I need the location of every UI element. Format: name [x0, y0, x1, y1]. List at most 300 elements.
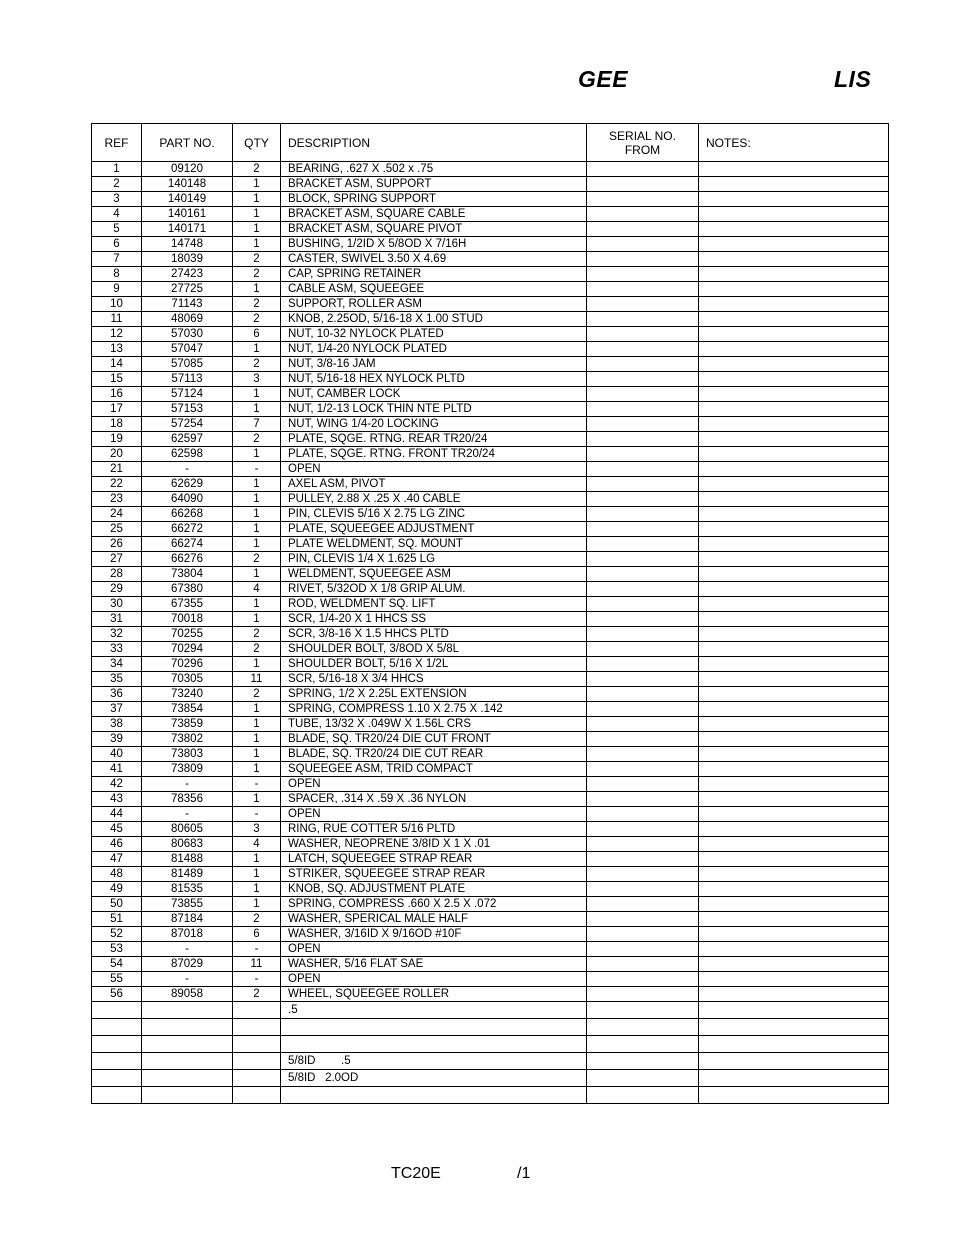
ref-cell: 44 [92, 807, 142, 822]
part-no-cell: 09120 [142, 162, 233, 177]
description-cell: KNOB, 2.25OD, 5/16-18 X 1.00 STUD [281, 312, 587, 327]
description-cell: NUT, WING 1/4-20 LOCKING [281, 417, 587, 432]
ref-cell: 24 [92, 507, 142, 522]
ref-cell: 37 [92, 702, 142, 717]
qty-cell: 1 [233, 522, 281, 537]
notes-cell [699, 837, 889, 852]
table-row [92, 567, 889, 582]
table-row [92, 597, 889, 612]
serial-no-cell [587, 1019, 699, 1036]
notes-cell [699, 747, 889, 762]
notes-cell [699, 477, 889, 492]
serial-no-cell [587, 1070, 699, 1087]
column-header-notes: NOTES: [699, 124, 889, 162]
part-no-cell: 67355 [142, 597, 233, 612]
description-cell [281, 1019, 587, 1036]
serial-no-cell [587, 612, 699, 627]
serial-no-cell [587, 237, 699, 252]
notes-cell [699, 207, 889, 222]
ref-cell: 38 [92, 717, 142, 732]
part-no-cell: 73809 [142, 762, 233, 777]
description-cell [281, 1036, 587, 1053]
serial-no-cell [587, 852, 699, 867]
description-cell: BLADE, SQ. TR20/24 DIE CUT REAR [281, 747, 587, 762]
header-title-left: GEE [578, 66, 629, 92]
parts-list-table [91, 123, 889, 1104]
qty-cell: 6 [233, 927, 281, 942]
ref-cell: 22 [92, 477, 142, 492]
qty-cell: - [233, 807, 281, 822]
description-cell: SPRING, COMPRESS 1.10 X 2.75 X .142 [281, 702, 587, 717]
qty-cell: 2 [233, 642, 281, 657]
qty-cell: 1 [233, 402, 281, 417]
serial-no-cell [587, 402, 699, 417]
description-cell: SQUEEGEE ASM, TRID COMPACT [281, 762, 587, 777]
table-row [92, 552, 889, 567]
notes-cell [699, 657, 889, 672]
description-cell: OPEN [281, 942, 587, 957]
ref-cell: 49 [92, 882, 142, 897]
description-cell: BRACKET ASM, SQUARE CABLE [281, 207, 587, 222]
description-cell: KNOB, SQ. ADJUSTMENT PLATE [281, 882, 587, 897]
table-row [92, 912, 889, 927]
ref-cell: 6 [92, 237, 142, 252]
serial-no-cell [587, 357, 699, 372]
serial-no-cell [587, 597, 699, 612]
serial-from-label: FROM [624, 142, 661, 157]
description-cell: NUT, 10-32 NYLOCK PLATED [281, 327, 587, 342]
serial-no-cell [587, 567, 699, 582]
header-title-right: LIS [834, 66, 872, 92]
notes-cell [699, 537, 889, 552]
description-cell: SHOULDER BOLT, 3/8OD X 5/8L [281, 642, 587, 657]
qty-cell: 1 [233, 897, 281, 912]
description-cell: NUT, 1/4-20 NYLOCK PLATED [281, 342, 587, 357]
qty-cell: - [233, 942, 281, 957]
qty-cell: 1 [233, 852, 281, 867]
table-row [92, 222, 889, 237]
table-row [92, 867, 889, 882]
ref-cell: 30 [92, 597, 142, 612]
description-cell: OPEN [281, 807, 587, 822]
description-cell: NUT, 3/8-16 JAM [281, 357, 587, 372]
qty-cell: 6 [233, 327, 281, 342]
part-no-cell: 48069 [142, 312, 233, 327]
ref-cell: 48 [92, 867, 142, 882]
qty-cell: 1 [233, 657, 281, 672]
notes-cell [699, 1087, 889, 1104]
ref-cell: 5 [92, 222, 142, 237]
ref-cell: 29 [92, 582, 142, 597]
part-no-cell: 81489 [142, 867, 233, 882]
notes-cell [699, 327, 889, 342]
part-no-cell: 140171 [142, 222, 233, 237]
description-cell: SCR, 1/4-20 X 1 HHCS SS [281, 612, 587, 627]
ref-cell: 10 [92, 297, 142, 312]
qty-cell: 1 [233, 717, 281, 732]
table-row [92, 777, 889, 792]
serial-no-label: SERIAL NO. [609, 128, 676, 143]
column-header-ref: REF [92, 124, 142, 162]
ref-cell: 28 [92, 567, 142, 582]
notes-cell [699, 462, 889, 477]
serial-no-cell [587, 267, 699, 282]
notes-cell [699, 912, 889, 927]
table-row [92, 432, 889, 447]
table-row [92, 177, 889, 192]
part-no-cell: 78356 [142, 792, 233, 807]
notes-cell [699, 687, 889, 702]
table-row [92, 807, 889, 822]
table-row [92, 972, 889, 987]
description-cell: BRACKET ASM, SQUARE PIVOT [281, 222, 587, 237]
description-cell: BLOCK, SPRING SUPPORT [281, 192, 587, 207]
ref-cell: 27 [92, 552, 142, 567]
notes-cell [699, 1036, 889, 1053]
part-no-cell: 87018 [142, 927, 233, 942]
qty-cell: 11 [233, 672, 281, 687]
description-cell [281, 1087, 587, 1104]
ref-cell: 16 [92, 387, 142, 402]
table-row [92, 357, 889, 372]
serial-no-cell [587, 822, 699, 837]
description-cell: CAP, SPRING RETAINER [281, 267, 587, 282]
qty-cell: 1 [233, 222, 281, 237]
table-row [92, 1019, 889, 1036]
serial-no-cell [587, 792, 699, 807]
serial-no-cell [587, 642, 699, 657]
serial-no-cell [587, 807, 699, 822]
notes-cell [699, 492, 889, 507]
description-cell: WASHER, SPERICAL MALE HALF [281, 912, 587, 927]
table-row [92, 987, 889, 1002]
qty-cell: 2 [233, 552, 281, 567]
serial-no-cell [587, 522, 699, 537]
part-no-cell: 57085 [142, 357, 233, 372]
part-no-cell: - [142, 777, 233, 792]
serial-no-cell [587, 282, 699, 297]
notes-cell [699, 792, 889, 807]
description-cell: WELDMENT, SQUEEGEE ASM [281, 567, 587, 582]
qty-cell: 1 [233, 567, 281, 582]
table-row [92, 162, 889, 177]
description-cell: NUT, 5/16-18 HEX NYLOCK PLTD [281, 372, 587, 387]
description-cell: OPEN [281, 462, 587, 477]
qty-cell: 2 [233, 687, 281, 702]
serial-no-cell [587, 417, 699, 432]
table-row [92, 717, 889, 732]
description-cell: OPEN [281, 777, 587, 792]
description-cell: WASHER, NEOPRENE 3/8ID X 1 X .01 [281, 837, 587, 852]
qty-cell: 1 [233, 612, 281, 627]
ref-cell: 15 [92, 372, 142, 387]
qty-cell: 1 [233, 342, 281, 357]
description-cell: NUT, CAMBER LOCK [281, 387, 587, 402]
serial-no-cell [587, 252, 699, 267]
description-cell: SPACER, .314 X .59 X .36 NYLON [281, 792, 587, 807]
notes-cell [699, 297, 889, 312]
description-cell: SCR, 3/8-16 X 1.5 HHCS PLTD [281, 627, 587, 642]
serial-no-cell [587, 372, 699, 387]
part-no-cell: 71143 [142, 297, 233, 312]
serial-no-cell [587, 582, 699, 597]
ref-cell: 1 [92, 162, 142, 177]
notes-cell [699, 522, 889, 537]
part-no-cell: 62629 [142, 477, 233, 492]
notes-cell [699, 567, 889, 582]
part-no-cell: 80605 [142, 822, 233, 837]
part-no-cell: 87029 [142, 957, 233, 972]
table-row [92, 462, 889, 477]
table-row [92, 1087, 889, 1104]
ref-cell: 23 [92, 492, 142, 507]
part-no-cell: 67380 [142, 582, 233, 597]
table-row [92, 267, 889, 282]
serial-no-cell [587, 447, 699, 462]
serial-no-cell [587, 627, 699, 642]
ref-cell [92, 1087, 142, 1104]
serial-no-cell [587, 912, 699, 927]
table-row [92, 897, 889, 912]
part-no-cell: 57153 [142, 402, 233, 417]
ref-cell: 3 [92, 192, 142, 207]
notes-cell [699, 942, 889, 957]
description-cell: BLADE, SQ. TR20/24 DIE CUT FRONT [281, 732, 587, 747]
table-row [92, 927, 889, 942]
ref-cell: 21 [92, 462, 142, 477]
table-row [92, 492, 889, 507]
description-cell: NUT, 1/2-13 LOCK THIN NTE PLTD [281, 402, 587, 417]
column-header-part-no: PART NO. [142, 124, 233, 162]
notes-cell [699, 597, 889, 612]
serial-no-cell [587, 687, 699, 702]
part-no-cell: 57030 [142, 327, 233, 342]
serial-no-cell [587, 897, 699, 912]
qty-cell: 4 [233, 837, 281, 852]
serial-no-cell [587, 1036, 699, 1053]
ref-cell: 14 [92, 357, 142, 372]
notes-cell [699, 267, 889, 282]
ref-cell: 54 [92, 957, 142, 972]
notes-cell [699, 162, 889, 177]
table-row [92, 537, 889, 552]
table-row [92, 372, 889, 387]
ref-cell: 41 [92, 762, 142, 777]
ref-cell: 53 [92, 942, 142, 957]
part-no-cell: 66272 [142, 522, 233, 537]
table-row [92, 387, 889, 402]
serial-no-cell [587, 222, 699, 237]
notes-cell [699, 642, 889, 657]
qty-cell: 1 [233, 597, 281, 612]
part-no-cell: 73240 [142, 687, 233, 702]
description-cell: SHOULDER BOLT, 5/16 X 1/2L [281, 657, 587, 672]
description-cell: RING, RUE COTTER 5/16 PLTD [281, 822, 587, 837]
serial-no-cell [587, 162, 699, 177]
qty-cell: 2 [233, 912, 281, 927]
part-no-cell: 64090 [142, 492, 233, 507]
ref-cell: 33 [92, 642, 142, 657]
notes-cell [699, 927, 889, 942]
notes-cell [699, 957, 889, 972]
description-cell: WHEEL, SQUEEGEE ROLLER [281, 987, 587, 1002]
part-no-cell [142, 1087, 233, 1104]
description-cell: SUPPORT, ROLLER ASM [281, 297, 587, 312]
notes-cell [699, 507, 889, 522]
serial-no-cell [587, 507, 699, 522]
qty-cell: 11 [233, 957, 281, 972]
description-cell: STRIKER, SQUEEGEE STRAP REAR [281, 867, 587, 882]
table-row [92, 1002, 889, 1019]
part-no-cell: 66276 [142, 552, 233, 567]
qty-cell: 4 [233, 582, 281, 597]
ref-cell: 11 [92, 312, 142, 327]
ref-cell: 52 [92, 927, 142, 942]
part-no-cell: 73804 [142, 567, 233, 582]
part-no-cell: 70018 [142, 612, 233, 627]
qty-cell: 1 [233, 192, 281, 207]
part-no-cell: 70296 [142, 657, 233, 672]
qty-cell: - [233, 972, 281, 987]
serial-no-cell [587, 867, 699, 882]
ref-cell: 45 [92, 822, 142, 837]
ref-cell: 32 [92, 627, 142, 642]
table-row [92, 522, 889, 537]
serial-no-cell [587, 672, 699, 687]
table-row [92, 762, 889, 777]
notes-cell [699, 852, 889, 867]
qty-cell: 1 [233, 387, 281, 402]
table-row [92, 192, 889, 207]
qty-cell [233, 1036, 281, 1053]
serial-no-cell [587, 1053, 699, 1070]
notes-cell [699, 432, 889, 447]
ref-cell: 18 [92, 417, 142, 432]
ref-cell: 50 [92, 897, 142, 912]
notes-cell [699, 402, 889, 417]
qty-cell: 2 [233, 267, 281, 282]
serial-no-cell [587, 1002, 699, 1019]
notes-cell [699, 672, 889, 687]
notes-cell [699, 342, 889, 357]
part-no-cell [142, 1019, 233, 1036]
qty-cell: 2 [233, 987, 281, 1002]
ref-cell: 17 [92, 402, 142, 417]
qty-cell: 3 [233, 372, 281, 387]
description-cell: .5 [281, 1002, 587, 1019]
qty-cell: 1 [233, 867, 281, 882]
serial-no-cell [587, 762, 699, 777]
description-cell: CASTER, SWIVEL 3.50 X 4.69 [281, 252, 587, 267]
serial-no-cell [587, 537, 699, 552]
part-no-cell: 140148 [142, 177, 233, 192]
part-no-cell: 14748 [142, 237, 233, 252]
description-cell: ROD, WELDMENT SQ. LIFT [281, 597, 587, 612]
notes-cell [699, 447, 889, 462]
ref-cell: 40 [92, 747, 142, 762]
part-no-cell: 81488 [142, 852, 233, 867]
ref-cell: 42 [92, 777, 142, 792]
ref-cell: 56 [92, 987, 142, 1002]
ref-cell: 20 [92, 447, 142, 462]
qty-cell: 7 [233, 417, 281, 432]
part-no-cell: 66274 [142, 537, 233, 552]
description-cell: WASHER, 3/16ID X 9/16OD #10F [281, 927, 587, 942]
serial-no-cell [587, 1087, 699, 1104]
part-no-cell: 57047 [142, 342, 233, 357]
part-no-cell: 18039 [142, 252, 233, 267]
qty-cell: 2 [233, 252, 281, 267]
qty-cell: 1 [233, 237, 281, 252]
notes-cell [699, 1070, 889, 1087]
table-header-row [92, 124, 889, 162]
notes-cell [699, 252, 889, 267]
description-cell: SPRING, 1/2 X 2.25L EXTENSION [281, 687, 587, 702]
part-no-cell: 62597 [142, 432, 233, 447]
part-no-cell [142, 1053, 233, 1070]
notes-cell [699, 867, 889, 882]
serial-no-cell [587, 942, 699, 957]
notes-cell [699, 732, 889, 747]
table-row [92, 207, 889, 222]
ref-cell [92, 1036, 142, 1053]
ref-cell: 13 [92, 342, 142, 357]
table-row [92, 237, 889, 252]
description-cell: PULLEY, 2.88 X .25 X .40 CABLE [281, 492, 587, 507]
description-cell: SCR, 5/16-18 X 3/4 HHCS [281, 672, 587, 687]
qty-cell: - [233, 462, 281, 477]
notes-cell [699, 237, 889, 252]
notes-cell [699, 1002, 889, 1019]
notes-cell [699, 612, 889, 627]
table-row [92, 702, 889, 717]
column-header-serial-no [587, 124, 699, 162]
ref-cell: 4 [92, 207, 142, 222]
ref-cell [92, 1002, 142, 1019]
ref-cell: 31 [92, 612, 142, 627]
serial-no-cell [587, 927, 699, 942]
description-cell: BEARING, .627 X .502 x .75 [281, 162, 587, 177]
ref-cell: 34 [92, 657, 142, 672]
ref-cell: 7 [92, 252, 142, 267]
table-row [92, 792, 889, 807]
ref-cell: 26 [92, 537, 142, 552]
description-cell: RIVET, 5/32OD X 1/8 GRIP ALUM. [281, 582, 587, 597]
notes-cell [699, 192, 889, 207]
ref-cell: 43 [92, 792, 142, 807]
description-cell: PLATE, SQGE. RTNG. FRONT TR20/24 [281, 447, 587, 462]
serial-no-cell [587, 957, 699, 972]
serial-no-cell [587, 972, 699, 987]
qty-cell: 3 [233, 822, 281, 837]
serial-no-cell [587, 657, 699, 672]
ref-cell [92, 1019, 142, 1036]
table-row [92, 852, 889, 867]
table-row [92, 477, 889, 492]
part-no-cell: 73859 [142, 717, 233, 732]
table-row [92, 657, 889, 672]
part-no-cell: 70294 [142, 642, 233, 657]
table-row [92, 612, 889, 627]
table-row [92, 732, 889, 747]
qty-cell: 1 [233, 537, 281, 552]
serial-no-cell [587, 882, 699, 897]
serial-no-cell [587, 702, 699, 717]
ref-cell [92, 1053, 142, 1070]
serial-no-cell [587, 297, 699, 312]
table-row [92, 1070, 889, 1087]
description-cell: PLATE, SQUEEGEE ADJUSTMENT [281, 522, 587, 537]
